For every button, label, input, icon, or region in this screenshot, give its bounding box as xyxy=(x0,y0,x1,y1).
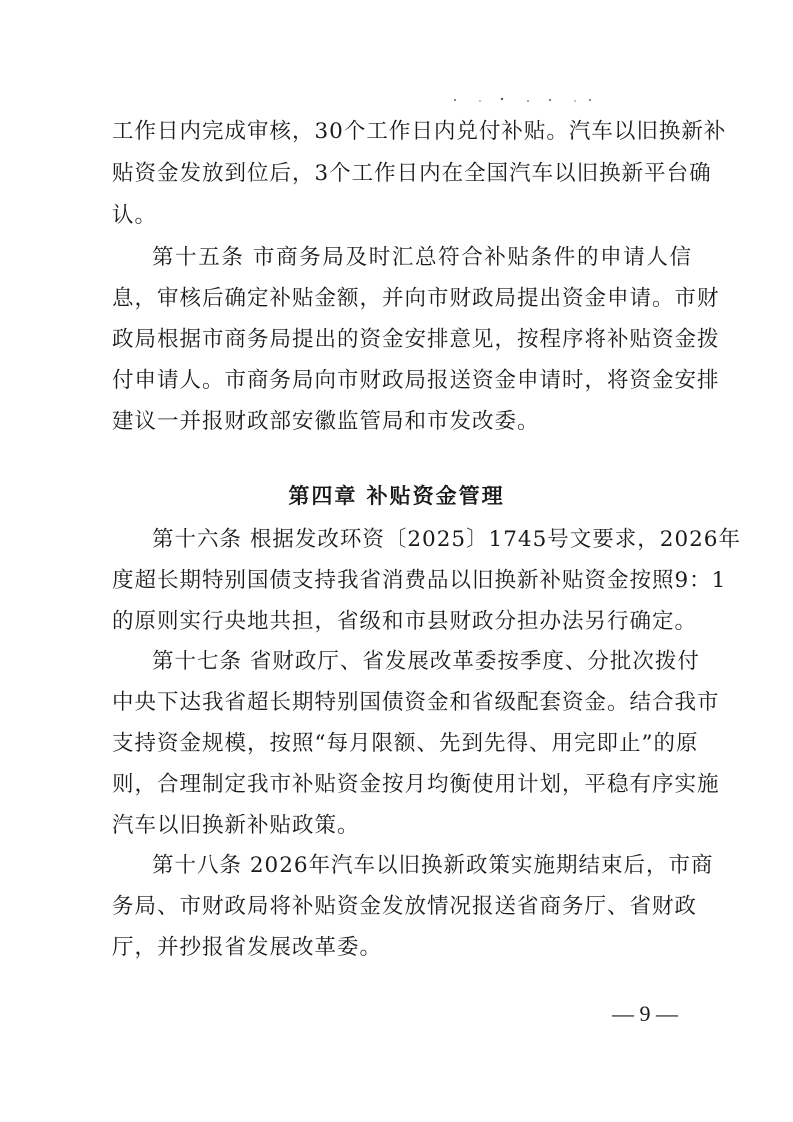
paragraph-line: 认。 xyxy=(112,203,158,228)
article-15-line: 付申请人。市商务局向市财政局报送资金申请时，将资金安排 xyxy=(112,368,720,393)
article-17-line: 中央下达我省超长期特别国债资金和省级配套资金。结合我市 xyxy=(112,690,720,715)
article-15-line: 第十五条 市商务局及时汇总符合补贴条件的申请人信 xyxy=(152,245,692,270)
article-18-line: 第十八条 2026年汽车以旧换新政策实施期结束后，市商 xyxy=(152,853,714,878)
article-16-line: 第十六条 根据发改环资〔2025〕1745号文要求，2026年 xyxy=(152,527,741,552)
article-15-line: 建议一并报财政部安徽监管局和市发改委。 xyxy=(112,409,540,434)
article-17-line: 则，合理制定我市补贴资金按月均衡使用计划，平稳有序实施 xyxy=(112,772,720,797)
page-number: — 9 — xyxy=(612,1001,678,1026)
article-15-line: 息，审核后确定补贴金额，并向市财政局提出资金申请。市财 xyxy=(112,286,720,311)
article-17-line: 第十七条 省财政厅、省发展改革委按季度、分批次拨付 xyxy=(152,649,700,674)
article-18-line: 务局、市财政局将补贴资金发放情况报送省商务厅、省财政 xyxy=(112,894,698,919)
paragraph-line: 工作日内完成审核，30个工作日内兑付补贴。汽车以旧换新补 xyxy=(112,119,727,144)
article-17-line: 汽车以旧换新补贴政策。 xyxy=(112,813,360,838)
article-16-line: 的原则实行央地共担，省级和市县财政分担办法另行确定。 xyxy=(112,609,698,634)
article-18-line: 厅，并抄报省发展改革委。 xyxy=(112,935,383,960)
article-17-line: 支持资金规模，按照“每月限额、先到先得、用完即止”的原 xyxy=(112,731,699,756)
article-15-line: 政局根据市商务局提出的资金安排意见，按程序将补贴资金拨 xyxy=(112,327,720,352)
scan-specks xyxy=(440,96,600,106)
article-16-line: 度超长期特别国债支持我省消费品以旧换新补贴资金按照9：1 xyxy=(112,568,727,593)
paragraph-line: 贴资金发放到位后，3个工作日内在全国汽车以旧换新平台确 xyxy=(112,161,712,186)
chapter-heading: 第四章 补贴资金管理 xyxy=(288,484,505,508)
